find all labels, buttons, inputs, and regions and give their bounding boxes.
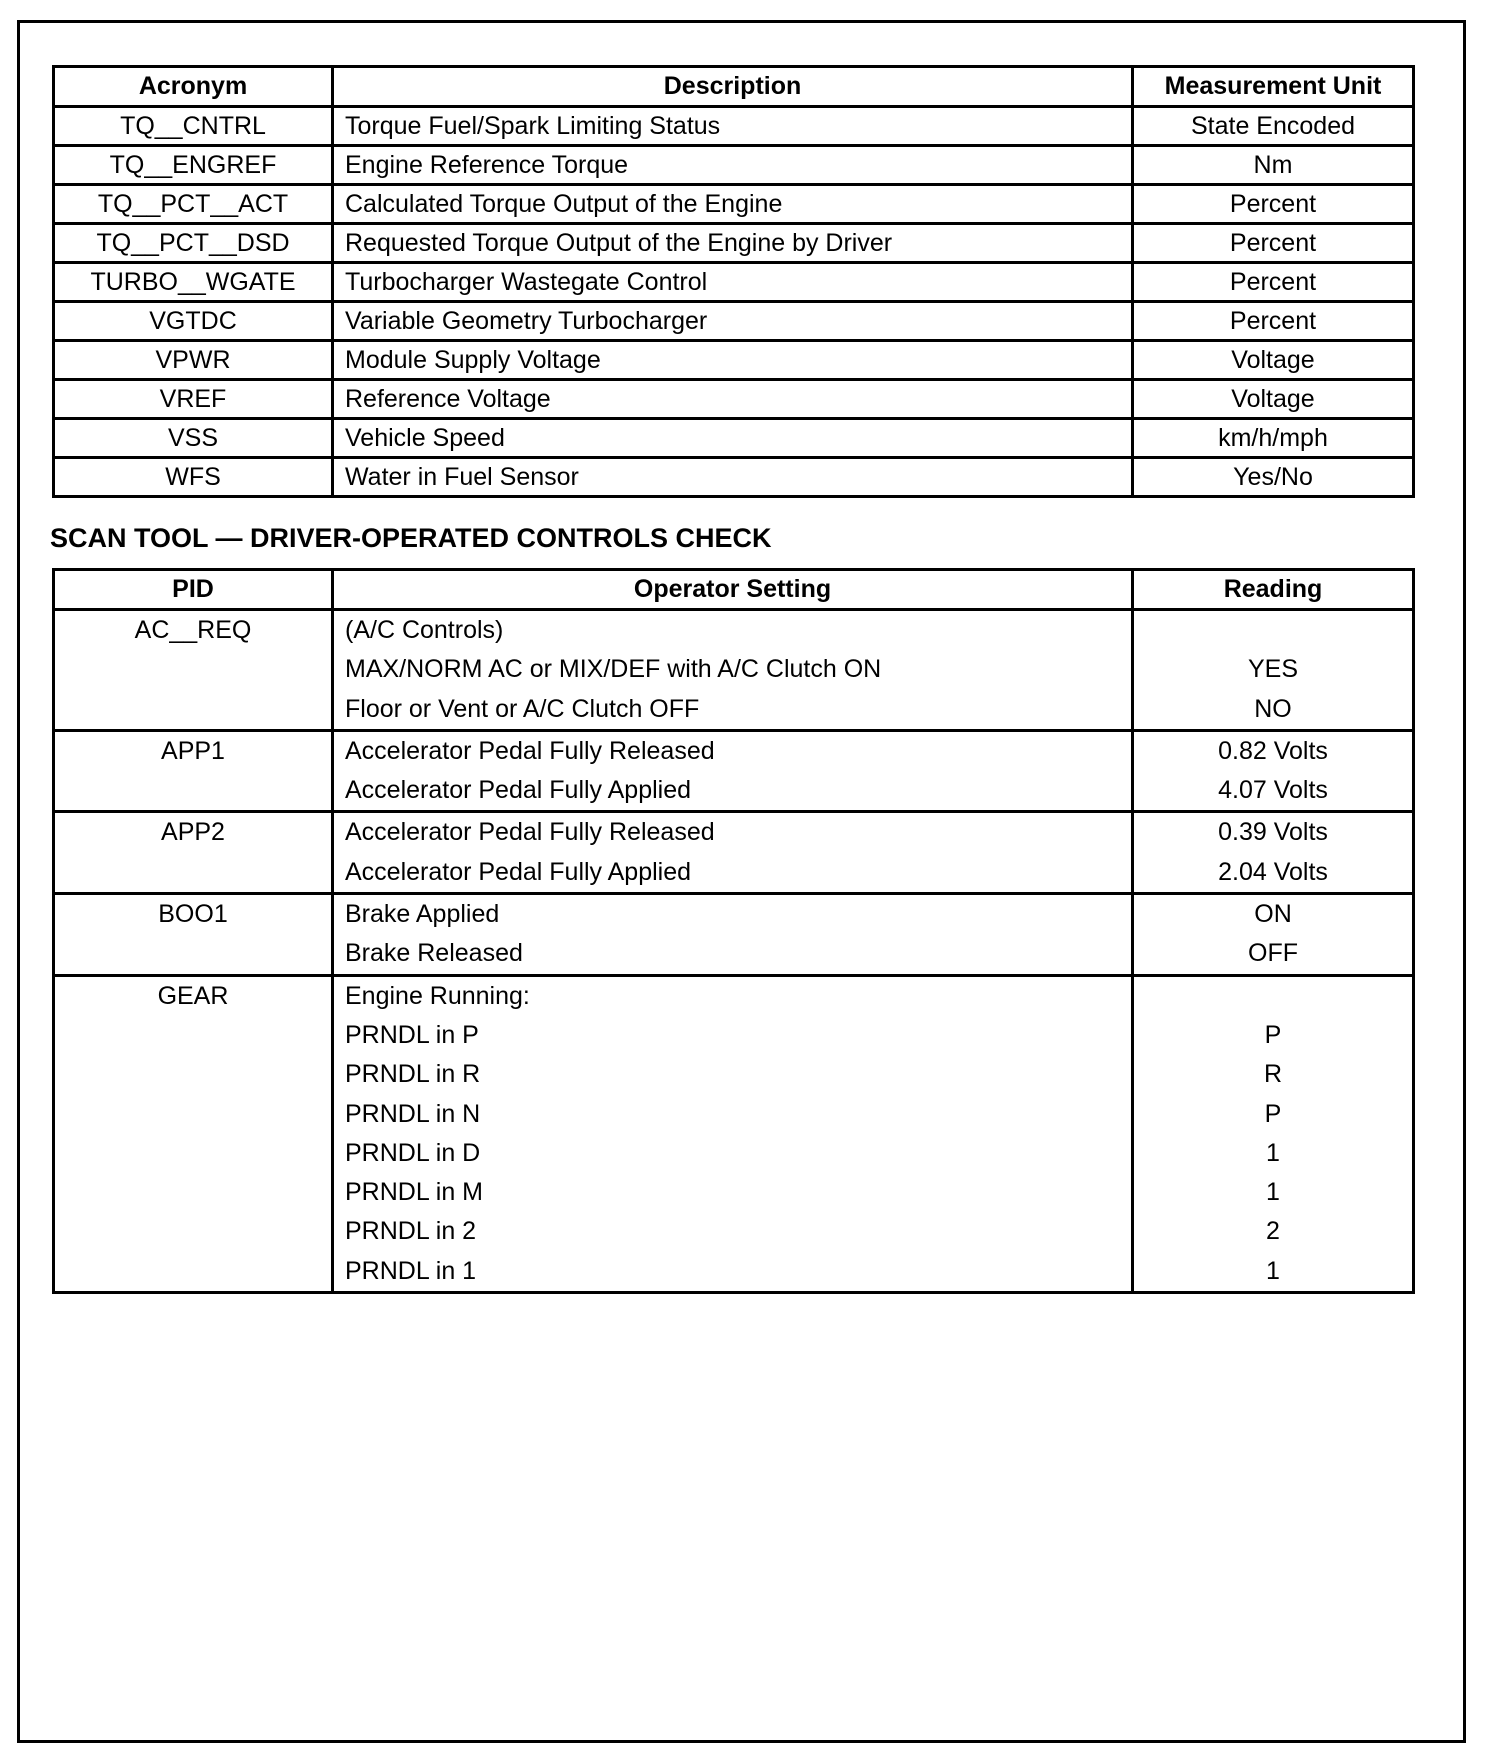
pid-header: PID (54, 570, 333, 610)
setting-header: Operator Setting (333, 570, 1133, 610)
acronym-cell: WFS (54, 458, 333, 497)
description-cell: Torque Fuel/Spark Limiting Status (333, 107, 1133, 146)
description-cell: Vehicle Speed (333, 419, 1133, 458)
table-row (54, 610, 1414, 731)
pid-label: APP2 (161, 818, 225, 847)
description-cell: Engine Reference Torque (333, 146, 1133, 185)
table-row (54, 380, 1414, 419)
setting-line: Accelerator Pedal Fully Applied (345, 857, 692, 886)
acronym-cell: VGTDC (54, 302, 333, 341)
table-row (54, 341, 1414, 380)
reading-cell (1133, 975, 1414, 1292)
reading-line: P (1264, 1099, 1282, 1128)
unit-cell: Percent (1133, 263, 1414, 302)
description-cell: Water in Fuel Sensor (333, 458, 1133, 497)
reading-line: 1 (1266, 1256, 1280, 1285)
acronym-cell: TQ__PCT__DSD (54, 224, 333, 263)
reading-cell (1133, 894, 1414, 976)
acronym-table-header-row (54, 67, 1414, 107)
setting-cell (333, 975, 1133, 1292)
description-cell: Requested Torque Output of the Engine by Driver (333, 224, 1133, 263)
pid-cell (54, 610, 333, 731)
setting-line: PRNDL in 1 (345, 1256, 477, 1285)
setting-line: Accelerator Pedal Fully Released (345, 736, 715, 765)
section-title: SCAN TOOL — DRIVER-OPERATED CONTROLS CHECK (50, 523, 772, 553)
reading-cell (1133, 812, 1414, 894)
unit-cell: Yes/No (1133, 458, 1414, 497)
table-row (54, 224, 1414, 263)
acronym-table (52, 65, 1415, 498)
reading-cell (1133, 610, 1414, 731)
pid-label: BOO1 (158, 900, 228, 929)
table-row (54, 975, 1414, 1292)
description-header: Description (333, 67, 1133, 107)
unit-header: Measurement Unit (1133, 67, 1414, 107)
table-row (54, 185, 1414, 224)
setting-line: Floor or Vent or A/C Clutch OFF (345, 694, 700, 723)
reading-line: 0.39 Volts (1218, 818, 1328, 847)
acronym-cell: TQ__ENGREF (54, 146, 333, 185)
pid-cell (54, 730, 333, 812)
pid-cell (54, 894, 333, 976)
unit-cell: State Encoded (1133, 107, 1414, 146)
reading-line: R (1263, 1060, 1283, 1089)
table-row (54, 146, 1414, 185)
pid-label: APP1 (161, 736, 225, 765)
reading-cell (1133, 730, 1414, 812)
acronym-cell: TQ__CNTRL (54, 107, 333, 146)
controls-table (52, 568, 1415, 1294)
pid-cell (54, 975, 333, 1292)
setting-line: PRNDL in 2 (345, 1217, 477, 1246)
table-row (54, 419, 1414, 458)
description-cell: Variable Geometry Turbocharger (333, 302, 1133, 341)
setting-line: MAX/NORM AC or MIX/DEF with A/C Clutch ON (345, 655, 882, 684)
table-row (54, 894, 1414, 976)
table-row (54, 730, 1414, 812)
acronym-cell: VREF (54, 380, 333, 419)
unit-cell: Percent (1133, 224, 1414, 263)
setting-line: PRNDL in M (345, 1178, 483, 1207)
setting-cell (333, 610, 1133, 731)
pid-cell (54, 812, 333, 894)
setting-line: Accelerator Pedal Fully Released (345, 818, 715, 847)
table-row (54, 302, 1414, 341)
reading-line: 2 (1266, 1217, 1280, 1246)
setting-line: PRNDL in N (345, 1099, 481, 1128)
setting-line: PRNDL in R (345, 1060, 481, 1089)
reading-line: ON (1254, 900, 1292, 929)
unit-cell: Percent (1133, 302, 1414, 341)
acronym-cell: TQ__PCT__ACT (54, 185, 333, 224)
reading-line (1134, 611, 1412, 650)
reading-line: NO (1254, 694, 1292, 723)
unit-cell: Voltage (1133, 380, 1414, 419)
description-cell: Calculated Torque Output of the Engine (333, 185, 1133, 224)
reading-line: 1 (1266, 1178, 1280, 1207)
table-row (54, 458, 1414, 497)
acronym-cell: TURBO__WGATE (54, 263, 333, 302)
unit-cell: km/h/mph (1133, 419, 1414, 458)
setting-line: Brake Applied (345, 900, 500, 929)
setting-line: PRNDL in P (345, 1020, 479, 1049)
unit-cell: Percent (1133, 185, 1414, 224)
pid-label: AC__REQ (134, 616, 252, 644)
unit-cell: Nm (1133, 146, 1414, 185)
description-cell: Module Supply Voltage (333, 341, 1133, 380)
setting-line: Brake Released (345, 939, 523, 968)
setting-line: Engine Running: (345, 981, 530, 1010)
reading-line: YES (1247, 655, 1299, 684)
table-row (54, 263, 1414, 302)
setting-cell (333, 894, 1133, 976)
reading-line: P (1264, 1020, 1282, 1049)
setting-line: PRNDL in D (345, 1138, 481, 1167)
acronym-cell: VSS (54, 419, 333, 458)
setting-line: (A/C Controls) (345, 616, 504, 644)
reading-line: 2.04 Volts (1218, 857, 1328, 886)
description-cell: Turbocharger Wastegate Control (333, 263, 1133, 302)
reading-line: 4.07 Volts (1218, 776, 1328, 805)
reading-line: 0.82 Volts (1218, 736, 1328, 765)
unit-cell: Voltage (1133, 341, 1414, 380)
table-row (54, 107, 1414, 146)
description-cell: Reference Voltage (333, 380, 1133, 419)
setting-cell (333, 730, 1133, 812)
controls-table-header-row (54, 570, 1414, 610)
reading-line: 1 (1266, 1138, 1280, 1167)
acronym-header: Acronym (54, 67, 333, 107)
pid-label: GEAR (157, 981, 229, 1010)
table-row (54, 812, 1414, 894)
reading-line: OFF (1248, 939, 1298, 968)
acronym-cell: VPWR (54, 341, 333, 380)
setting-line: Accelerator Pedal Fully Applied (345, 776, 692, 805)
reading-line (1134, 977, 1412, 1016)
setting-cell (333, 812, 1133, 894)
reading-header: Reading (1133, 570, 1414, 610)
